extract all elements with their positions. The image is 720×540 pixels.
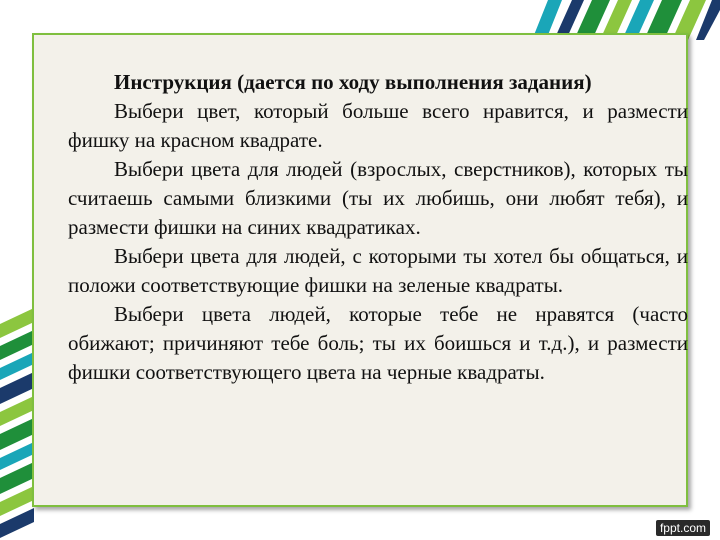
instruction-title: Инструкция (дается по ходу выполнения задания) [114,70,592,94]
instruction-paragraph-1: Выбери цвет, который больше всего нравится, и размести фишку на красном квадрате. [68,99,688,152]
instruction-text [68,68,688,387]
instruction-card [32,33,688,507]
instruction-paragraph-2: Выбери цвета для людей (взрослых, сверстников), которых ты считаешь самыми близкими (ты их любишь, они любят тебя), и размести фишки на синих квадратиках. [68,157,688,239]
instruction-paragraph-4: Выбери цвета людей, которые тебе не нравятся (часто обижают; причиняют тебе боль; ты их боишься и т.д.), и размести фишки соответствующего цвета на черные квадраты. [68,302,688,384]
watermark: fppt.com [656,520,710,536]
bottom-left-stripes [0,308,34,538]
instruction-paragraph-3: Выбери цвета для людей, с которыми ты хотел бы общаться, и положи соответствующие фишки на зеленые квадраты. [68,244,688,297]
